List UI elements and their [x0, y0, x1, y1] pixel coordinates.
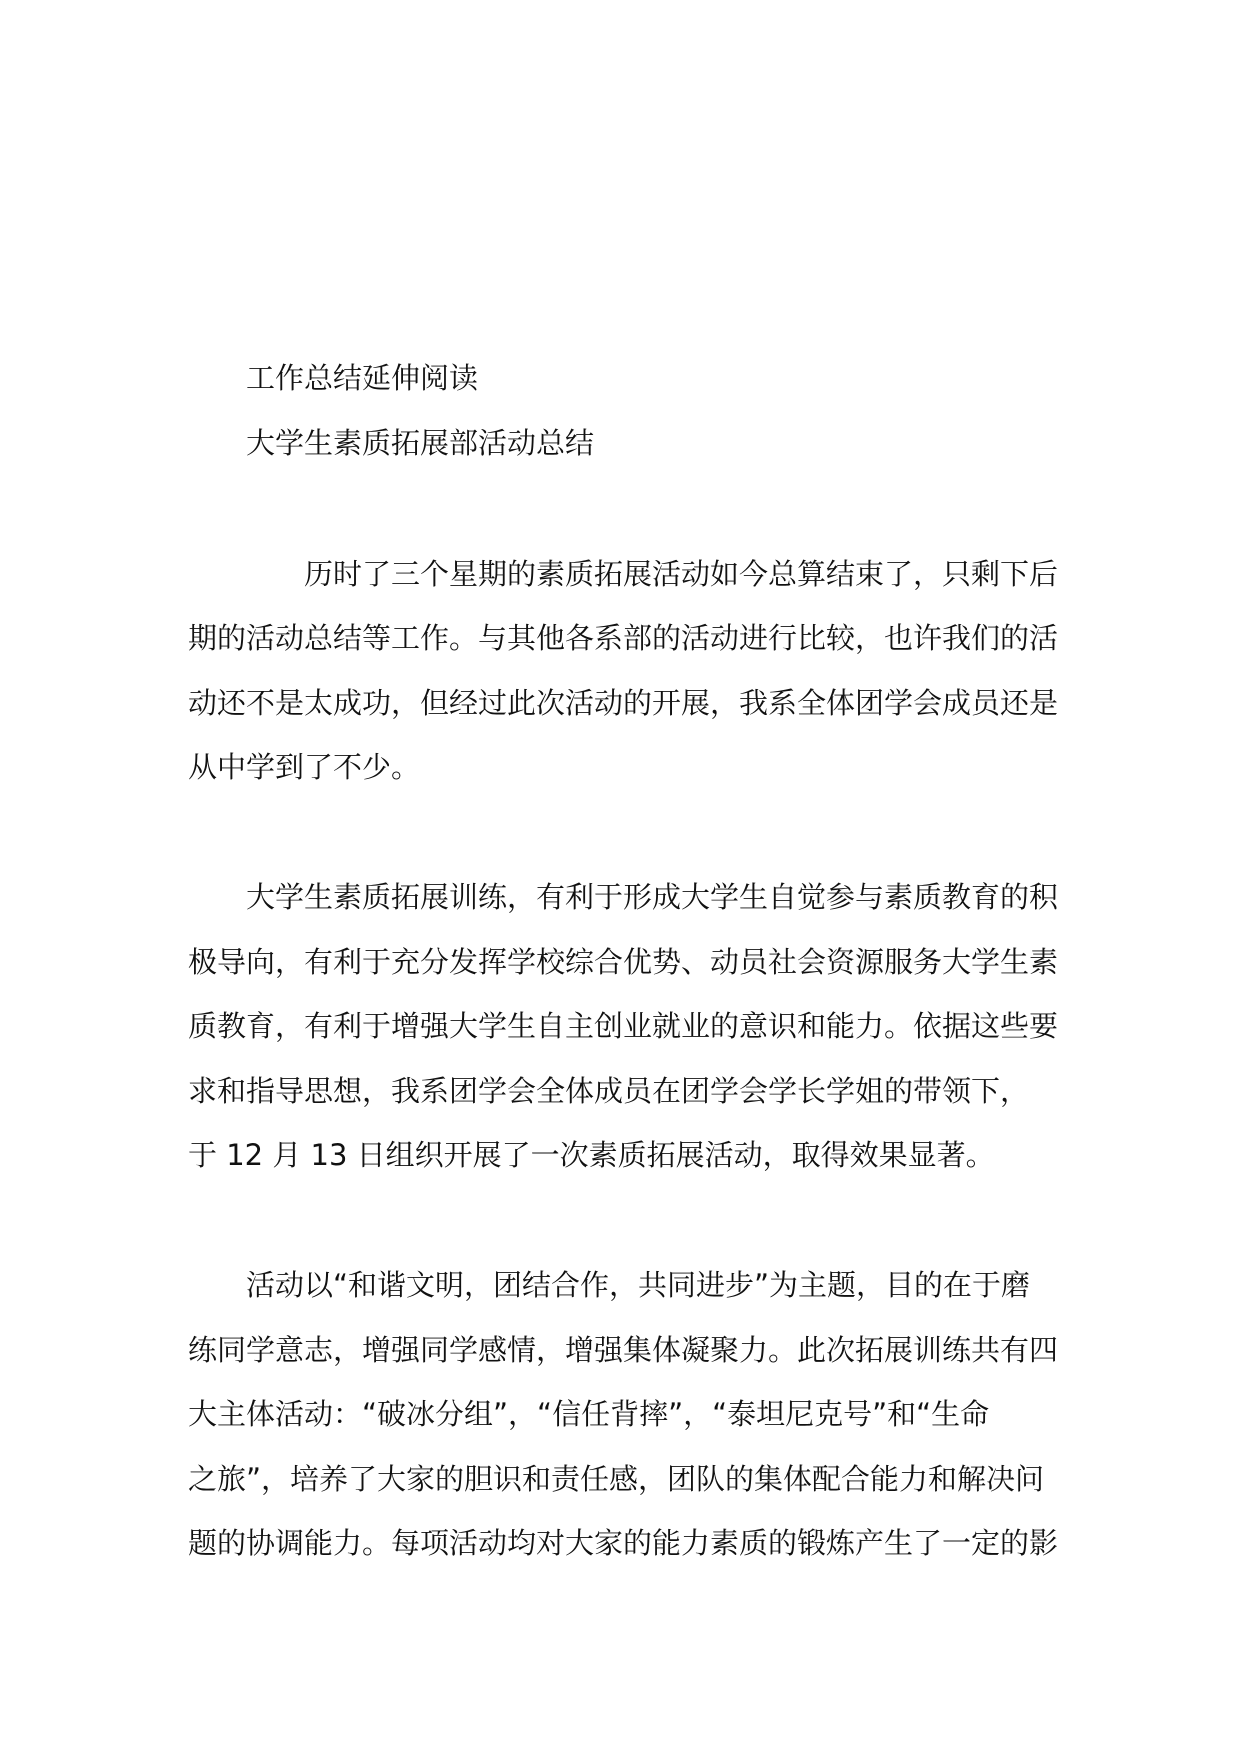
paragraph-line: 求和指导思想，我系团学会全体成员在团学会学长学姐的带领下，	[188, 1074, 1030, 1108]
page-subtitle: 大学生素质拓展部活动总结	[246, 426, 595, 460]
paragraph-line: 题的协调能力。每项活动均对大家的能力素质的锻炼产生了一定的影	[188, 1526, 1059, 1560]
page-title: 工作总结延伸阅读	[246, 361, 479, 395]
paragraph-line: 练同学意志，增强同学感情，增强集体凝聚力。此次拓展训练共有四	[188, 1333, 1059, 1367]
paragraph-line: 期的活动总结等工作。与其他各系部的活动进行比较，也许我们的活	[188, 621, 1059, 655]
paragraph-line: 从中学到了不少。	[188, 750, 421, 784]
paragraph-line: 动还不是太成功，但经过此次活动的开展，我系全体团学会成员还是	[188, 686, 1059, 720]
paragraph-line: 活动以“和谐文明，团结合作，共同进步”为主题，目的在于磨	[246, 1268, 1031, 1302]
paragraph-line: 之旅”，培养了大家的胆识和责任感，团队的集体配合能力和解决问	[188, 1462, 1045, 1496]
paragraph-line: 大学生素质拓展训练，有利于形成大学生自觉参与素质教育的积	[246, 880, 1059, 914]
paragraph-line: 质教育，有利于增强大学生自主创业就业的意识和能力。依据这些要	[188, 1009, 1059, 1043]
paragraph-line: 历时了三个星期的素质拓展活动如今总算结束了，只剩下后	[304, 557, 1059, 591]
paragraph-line: 大主体活动：“破冰分组”，“信任背摔”，“泰坦尼克号”和“生命	[188, 1397, 990, 1431]
paragraph-line: 极导向，有利于充分发挥学校综合优势、动员社会资源服务大学生素	[188, 945, 1059, 979]
paragraph-line: 于 12 月 13 日组织开展了一次素质拓展活动，取得效果显著。	[188, 1138, 995, 1172]
